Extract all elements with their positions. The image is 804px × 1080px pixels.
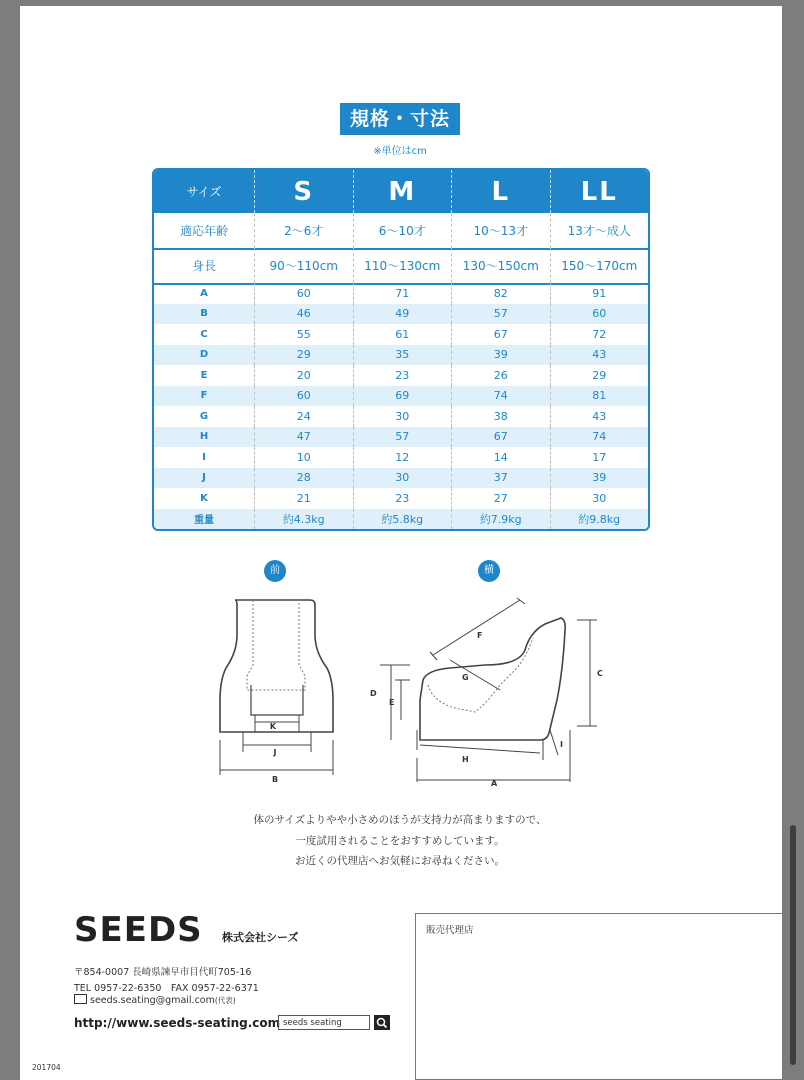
table-cell: 60 bbox=[254, 386, 353, 407]
table-row bbox=[154, 447, 648, 468]
label-c: C bbox=[597, 669, 603, 678]
table-cell: K bbox=[200, 492, 208, 504]
table-cell: 55 bbox=[254, 324, 353, 345]
table-cell: A bbox=[200, 287, 208, 299]
table-header-row bbox=[154, 170, 648, 213]
age-row bbox=[154, 213, 648, 250]
table-cell: 39 bbox=[451, 345, 550, 366]
table-cell: 約9.8kg bbox=[550, 509, 649, 530]
table-cell: 38 bbox=[451, 406, 550, 427]
table-cell: 46 bbox=[254, 304, 353, 325]
search-button[interactable] bbox=[374, 1015, 390, 1030]
table-cell: 69 bbox=[353, 386, 452, 407]
table-cell: E bbox=[200, 369, 208, 381]
table-cell: B bbox=[200, 308, 208, 320]
table-cell: 21 bbox=[254, 488, 353, 509]
table-cell: 43 bbox=[550, 345, 649, 366]
company-email-line bbox=[74, 994, 236, 1006]
table-cell: 72 bbox=[550, 324, 649, 345]
front-view-diagram bbox=[215, 590, 345, 790]
table-cell: 67 bbox=[451, 324, 550, 345]
table-row bbox=[154, 468, 648, 489]
header-cell: LL bbox=[550, 170, 649, 213]
page-title: 規格・寸法 bbox=[340, 103, 460, 135]
table-cell: I bbox=[202, 451, 206, 463]
table-cell: 43 bbox=[550, 406, 649, 427]
note-line-1: 体のサイズよりやや小さめのほうが支持力が高まりますので、 bbox=[253, 814, 547, 826]
table-cell: 約4.3kg bbox=[254, 509, 353, 530]
table-cell: 74 bbox=[451, 386, 550, 407]
company-name: 株式会社シーズ bbox=[222, 931, 299, 944]
spec-table bbox=[152, 168, 650, 531]
table-cell: C bbox=[200, 328, 208, 340]
side-view-diagram bbox=[365, 590, 610, 790]
table-cell: 81 bbox=[550, 386, 649, 407]
table-cell: 約7.9kg bbox=[451, 509, 550, 530]
dealer-box bbox=[415, 913, 782, 1080]
label-f: F bbox=[477, 631, 483, 640]
company-email[interactable]: seeds.seating@gmail.com bbox=[90, 995, 215, 1006]
header-cell: L bbox=[451, 170, 550, 213]
table-cell: 91 bbox=[550, 283, 649, 304]
seeds-logo: SEEDS bbox=[74, 910, 203, 950]
search-input[interactable]: seeds seating bbox=[278, 1015, 370, 1030]
table-cell: 61 bbox=[353, 324, 452, 345]
table-row bbox=[154, 427, 648, 448]
table-cell: 39 bbox=[550, 468, 649, 489]
dealer-label: 販売代理店 bbox=[426, 925, 474, 936]
table-row bbox=[154, 283, 648, 304]
table-cell: 30 bbox=[353, 468, 452, 489]
table-cell: 26 bbox=[451, 365, 550, 386]
table-cell: 10 bbox=[254, 447, 353, 468]
table-cell: 90〜110cm bbox=[254, 248, 353, 283]
document-code: 201704 bbox=[32, 1063, 61, 1072]
table-cell: H bbox=[199, 431, 209, 443]
table-cell: 24 bbox=[254, 406, 353, 427]
table-cell: 57 bbox=[451, 304, 550, 325]
table-row bbox=[154, 324, 648, 345]
company-address: 〒854-0007 長崎県諫早市目代町705-16 bbox=[74, 967, 252, 978]
table-cell: 適応年齢 bbox=[179, 224, 228, 238]
header-cell: S bbox=[254, 170, 353, 213]
label-b: B bbox=[271, 775, 279, 784]
search-icon bbox=[374, 1015, 390, 1030]
label-k: K bbox=[269, 722, 277, 731]
table-row bbox=[154, 386, 648, 407]
table-cell: 57 bbox=[353, 427, 452, 448]
table-cell: 47 bbox=[254, 427, 353, 448]
table-cell: 重量 bbox=[194, 515, 214, 527]
table-cell: 20 bbox=[254, 365, 353, 386]
table-cell: 74 bbox=[550, 427, 649, 448]
table-cell: 67 bbox=[451, 427, 550, 448]
table-cell: 60 bbox=[550, 304, 649, 325]
front-badge: 前 bbox=[264, 560, 286, 582]
header-cell: サイズ bbox=[186, 185, 222, 199]
table-cell: 49 bbox=[353, 304, 452, 325]
table-cell: D bbox=[199, 349, 209, 361]
table-cell: 23 bbox=[353, 488, 452, 509]
table-cell: 27 bbox=[451, 488, 550, 509]
table-row bbox=[154, 406, 648, 427]
email-note: (代表) bbox=[214, 996, 236, 1005]
label-h: H bbox=[462, 755, 469, 764]
height-row bbox=[154, 248, 648, 285]
table-cell: 23 bbox=[353, 365, 452, 386]
table-cell: G bbox=[199, 410, 209, 422]
label-j: J bbox=[273, 748, 277, 757]
scrollbar[interactable] bbox=[790, 825, 796, 1065]
company-phone: TEL 0957-22-6350 FAX 0957-22-6371 bbox=[74, 983, 259, 994]
table-cell: 28 bbox=[254, 468, 353, 489]
table-cell: 6〜10才 bbox=[353, 213, 452, 248]
table-cell: 35 bbox=[353, 345, 452, 366]
table-cell: 17 bbox=[550, 447, 649, 468]
table-row bbox=[154, 365, 648, 386]
table-cell: 12 bbox=[353, 447, 452, 468]
note-line-3: お近くの代理店へお気軽にお尋ねください。 bbox=[295, 855, 505, 867]
label-i: I bbox=[560, 740, 563, 749]
table-cell: 約5.8kg bbox=[353, 509, 452, 530]
table-cell: 60 bbox=[254, 283, 353, 304]
label-a: A bbox=[491, 779, 498, 788]
table-cell: 82 bbox=[451, 283, 550, 304]
table-cell: 37 bbox=[451, 468, 550, 489]
side-badge: 横 bbox=[478, 560, 500, 582]
label-d: D bbox=[370, 689, 377, 698]
table-cell: 14 bbox=[451, 447, 550, 468]
unit-note: ※単位はcm bbox=[373, 146, 427, 157]
website-link[interactable]: http://www.seeds-seating.com bbox=[74, 1016, 281, 1030]
mail-icon bbox=[74, 994, 87, 1004]
table-cell: 29 bbox=[254, 345, 353, 366]
table-row bbox=[154, 488, 648, 509]
table-cell: 30 bbox=[550, 488, 649, 509]
table-cell: 130〜150cm bbox=[451, 248, 550, 283]
header-cell: M bbox=[353, 170, 452, 213]
note-line-2: 一度試用されることをおすすめしています。 bbox=[295, 835, 505, 847]
table-cell: 71 bbox=[353, 283, 452, 304]
table-cell: J bbox=[202, 472, 206, 484]
label-e: E bbox=[389, 698, 395, 707]
table-cell: 150〜170cm bbox=[550, 248, 649, 283]
table-cell: 13才〜成人 bbox=[550, 213, 649, 248]
table-cell: 29 bbox=[550, 365, 649, 386]
table-row bbox=[154, 509, 648, 530]
table-cell: 30 bbox=[353, 406, 452, 427]
table-cell: F bbox=[200, 390, 208, 402]
table-cell: 10〜13才 bbox=[451, 213, 550, 248]
table-cell: 110〜130cm bbox=[353, 248, 452, 283]
table-cell: 2〜6才 bbox=[254, 213, 353, 248]
table-cell: 身長 bbox=[191, 259, 216, 273]
table-row bbox=[154, 304, 648, 325]
label-g: G bbox=[462, 673, 469, 682]
table-row bbox=[154, 345, 648, 366]
